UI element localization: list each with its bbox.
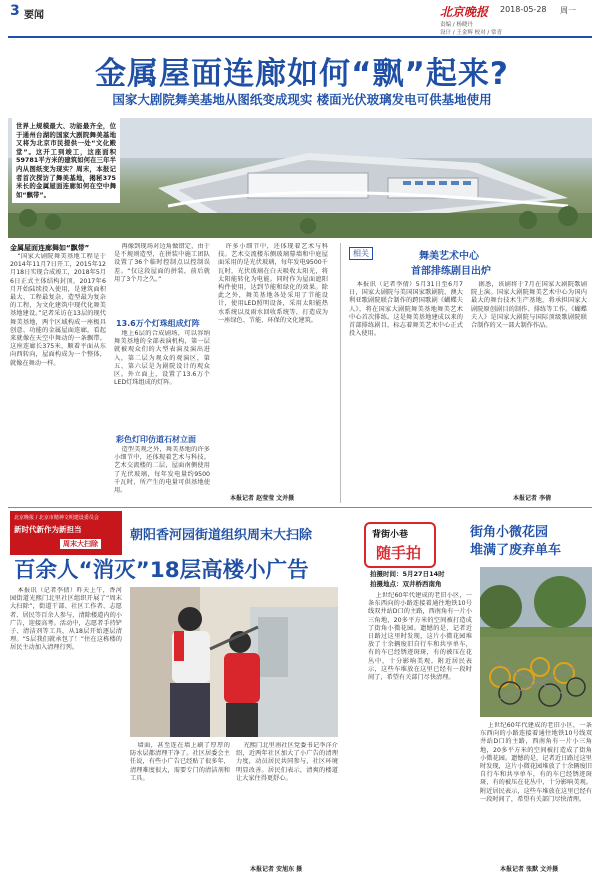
campaign-banner	[10, 511, 122, 555]
story2-col3-text: 光熙门北里南社区党委书记李洋介绍，近两年社区加大了小广告的清理力度，动员居民共同参与，社区环境明显改善。居民们表示，清爽的楼道让大家住得更舒心。	[236, 742, 338, 782]
lead-subhead: 国家大剧院舞美基地从图纸变成现实 楼面光伏玻璃发电可供基地使用	[112, 92, 492, 107]
related-title-1: 舞美艺术中心	[419, 251, 479, 262]
related-text-b: 据悉，该剧将于7月在国家大剧院歌剧院上演。国家大剧院舞美艺术中心为国内最大的舞台技术生产基地，将承担国家大剧院原创剧目的制作、排练等工作。《蝴蝶夫人》是国家大剧院与国际顶级歌剧院联合制作的又一部大制作作品。	[471, 281, 587, 330]
related-tag: 相关	[349, 247, 373, 260]
editor-line: 责编 / 杨晓丹	[440, 22, 473, 28]
story3-place: 拍摄地点：双井桥西南角	[370, 580, 442, 588]
lead-col2-text-b: 地上6层的合成剧场，可以容纳舞美基地的全部表演机构，第一层就被观众们的大型表演及演出进入，第二层为观众的观演区，第五、第六层是为剧院设计的观众区。外立面上，设置了13.6万个LED灯珠组成的灯阵。	[114, 330, 210, 387]
story2-col2-text: 墙面，甚至连在墙上刷了厚厚的防水层都清理干净了。社区居委会主任说，有些小广告已经贴了很多年，清理难度很大，需要专门的清洁剂和工具。	[130, 742, 230, 782]
cleaning-workers-illustration	[130, 587, 338, 737]
story3-photo	[480, 567, 592, 717]
story2-credit: 本报记者 安旭东 摄	[250, 866, 303, 873]
story2-photo	[130, 587, 338, 737]
related-text-a: 本报讯（记者李倩）5月31日至6月7日，国家大剧院与美国国家歌剧院、澳大利亚歌剧院联合制作的跨国歌剧《蝴蝶夫人》，将在国家大剧院舞美基地舞美艺术中心首次排练。这是舞美基地建成以来的首部排练剧目，标志着舞美艺术中心正式投入使用。	[349, 281, 463, 338]
story3-text: 上世纪60年代建成的老旧小区，一条东西向的小路连接着通往地铁10号线双井站D口的主路，西南角有一片小三角地，20多平方米的空间被打造成了街角小微花园。遗憾的是，记者近日路过这里时发现，这片小微花园堆放了十余辆废旧自行车和共享单车，有的车已经锈迹斑斑，有的被压在花丛中，十分影响美观。附近居民表示，这些车堆放在这里已经有一段时间了，希望有关部门尽快清理。	[368, 592, 472, 682]
issue-date: 2018-05-28	[500, 5, 547, 14]
design-line: 设计 / 王金辉 校对 / 常青	[440, 30, 502, 36]
lead-col1-text: “国家大剧院舞美基地工程是于2014年11月7日开工，2015年12月18日实现合成竣工，2018年5月6日正式主体结构封顶，2017年6月开始陆续投入使用，是建筑面积最大、工程最复杂、造型最为复杂的工程，为文化建筑中现代化舞美基地建设。”记者采访在13层的现代舞美基地，两个区域构成一座极具创意、功能的金属屋面连廊，看起来就像在天空中舞动的一条飘带。这座连廊长375米，顺着平面从东向西转向，屋面构成为一个整体，就像在舞动一样。	[10, 253, 106, 367]
badge-top: 背街小巷	[372, 530, 409, 540]
story2-kicker: 朝阳香河园街道组织周末大扫除	[130, 528, 313, 543]
story3-time: 拍摄时间：5月27日14时	[370, 570, 445, 578]
related-title-2: 首部排练剧目出炉	[411, 266, 491, 277]
lead-col3-text: 许多小细节中，还体现着艺术与科技。艺术交流楼东侧玻璃幕墙和中庭屋面采用的是光伏玻璃，每年发电9500千瓦时，光伏玻璃在白天吸收太阳光，将太阳能转化为电能。同时作为屋面遮阳构件使用，达到节能和绿化的效果。除此之外，舞美基地各处采用了节能设计，使用LED照明设备，采用太阳能热水系统以及雨水回收系统等，打造成为一座绿色、节能、环保的文化建筑。	[218, 243, 328, 324]
lead-col2-text-c: 造型美观之外，舞美基地的许多小细节中，还体现着艺术与科技。艺术交流楼的二层，屋面南侧使用了光伏玻璃，每年发电量约9500千瓦时，所产生的电量可供基地使用。	[114, 446, 210, 495]
lead-credit: 本报记者 赵莹莹 文并摄	[230, 495, 295, 502]
story3-headline-1: 街角小微花园	[470, 525, 549, 540]
issue-weekday: 周一	[560, 6, 576, 15]
street-badge	[364, 522, 436, 568]
lead-headline: 金属屋面连廊如何“飘”起来?	[95, 56, 509, 92]
related-credit: 本报记者 李倩	[513, 495, 552, 502]
lead-col1-subtitle: 金属屋面连廊舞如“飘带”	[10, 244, 90, 252]
section-name: 要闻	[24, 10, 44, 21]
bikes-garden-illustration	[480, 567, 592, 717]
banner-line2: 新时代新作为新担当	[14, 525, 82, 534]
lead-col2-text: 再像到现场对边角做错定，由于是不规则造型，在拼装中施工团队设置了36个临时控制点以控制误差。“仅这段屋面的拼装，前后就用了3个月之久。”	[114, 243, 210, 283]
lead-photo-caption: 世界上规模最大、功能最齐全，位于通州台湖的国家大剧院舞美基地又将为北京市民提供一处“文化殿堂”。这开工到竣工，这座面积59781平方米的建筑如何在三年半内从图纸变为现实？周末，本报记者首次探访了舞美基地，揭秘375米长的金属屋面连廊如何在空中舞如“飘带”。	[12, 118, 120, 203]
mid-rule	[8, 507, 592, 508]
story3-credit: 本报记者 张默 文并摄	[500, 866, 559, 873]
banner-tag: 周末大扫除	[60, 539, 101, 549]
story2-col1-text: 本报讯（记者李倩）昨天上午，香河园街道光熙门北里社区组织开展了“周末大扫除”，街道干部、社区工作者、志愿者、居民等百余人参与，清除楼道内的小广告，迎接高考。活动中，志愿者手持铲子、清洁剂等工具，从18层开始逐层清理。“5层我们就承包了！”住在这栋楼的居民主动加入清理行列。	[10, 587, 122, 652]
header-rule	[8, 36, 592, 38]
story3-text-col2: 上世纪60年代建成的老旧小区，一条东西向的小路连接着通往地铁10号线双井站D口的主路，西南角有一片小三角地，20多平方米的空间被打造成了街角小微花园。遗憾的是，记者近日路过这里时发现，这片小微花园堆放了十余辆废旧自行车和共享单车，有的车已经锈迹斑斑，有的被压在花丛中，十分影响美观。附近居民表示，这些车堆放在这里已经有一段时间了，希望有关部门尽快清理。	[480, 722, 592, 803]
related-box	[340, 243, 593, 503]
badge-bottom: 随手拍	[376, 544, 422, 562]
story3-headline-2: 堆满了废弃单车	[470, 543, 562, 558]
paper-logo: 北京晚报	[440, 5, 489, 19]
story2-headline: 百余人“消灭”18层高楼小广告	[14, 558, 309, 583]
lead-col2-subtitle: 13.6万个灯珠组成灯阵	[116, 319, 200, 328]
banner-line1: 北京晚报 / 北京市精神文明建设委员会	[14, 515, 99, 521]
page-number: 3	[10, 3, 20, 19]
lead-col2-subtitle-b: 彩色灯印仿道石材立面	[116, 435, 196, 444]
